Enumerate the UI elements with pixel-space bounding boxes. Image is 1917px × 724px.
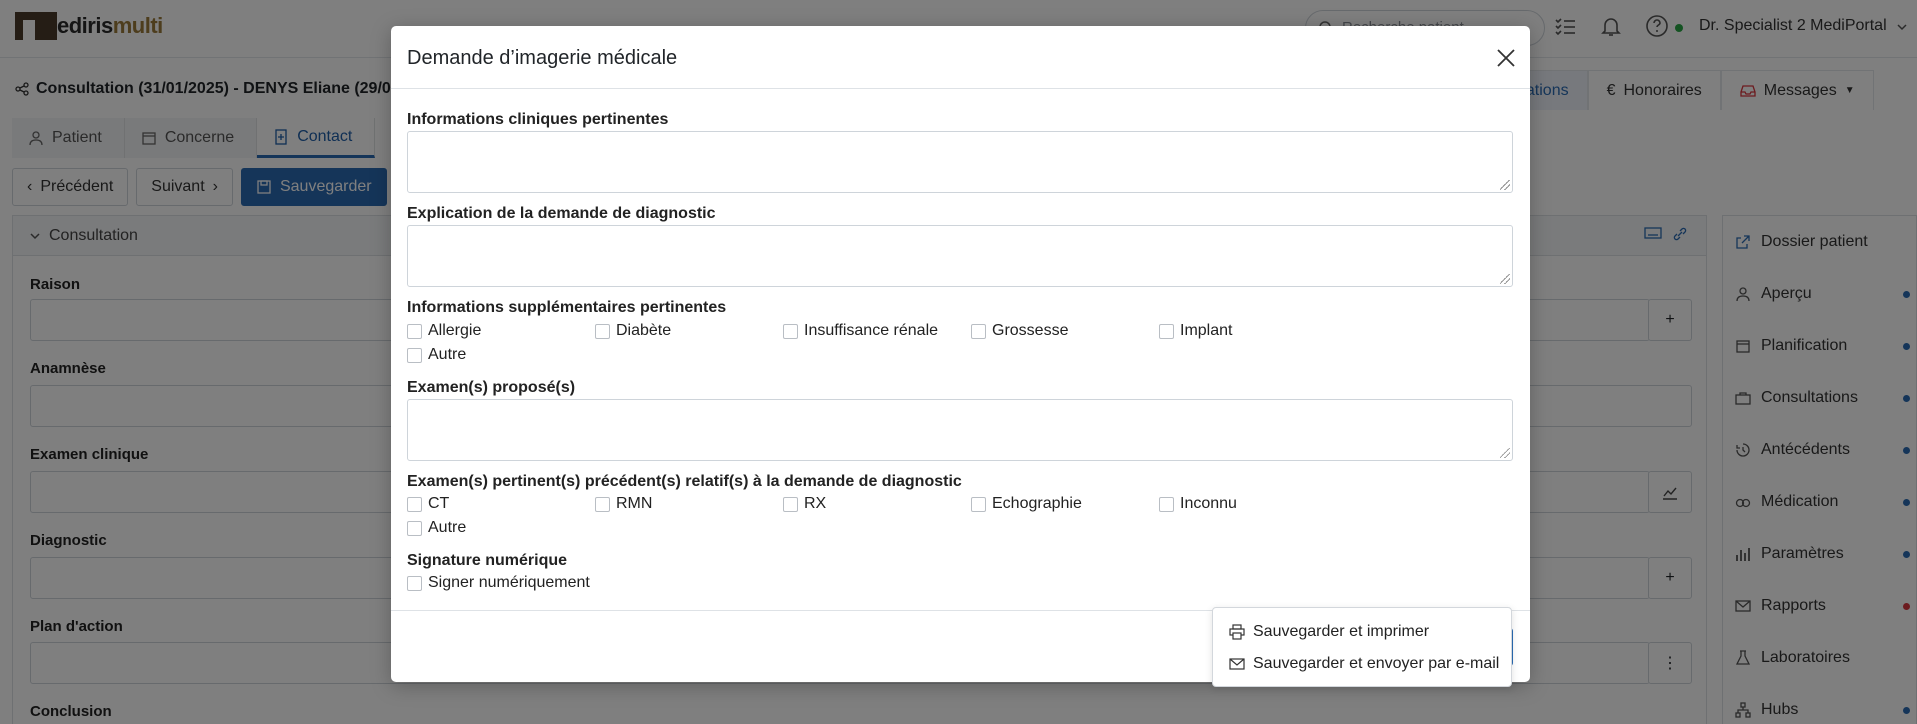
previous-exams-label: Examen(s) pertinent(s) précédent(s) relatif(s) à la demande de diagnostic <box>407 473 962 490</box>
modal-body <box>391 89 1530 672</box>
clinical-info-label: Informations cliniques pertinentes <box>407 111 669 128</box>
checkbox-box[interactable] <box>595 497 610 512</box>
envelope-icon <box>1229 656 1245 672</box>
checkbox-box[interactable] <box>783 497 798 512</box>
checkbox-box[interactable] <box>971 324 986 339</box>
printer-icon <box>1229 624 1245 640</box>
checkbox-box[interactable] <box>407 324 422 339</box>
checkbox-diabete[interactable]: Diabète <box>595 322 671 340</box>
checkbox-ct[interactable]: CT <box>407 495 449 513</box>
checkbox-box[interactable] <box>407 576 422 591</box>
checkbox-box[interactable] <box>407 521 422 536</box>
checkbox-box[interactable] <box>407 497 422 512</box>
checkbox-echographie[interactable]: Echographie <box>971 495 1082 513</box>
modal-title: Demande d’imagerie médicale <box>407 47 678 69</box>
checkbox-rmn[interactable]: RMN <box>595 495 652 513</box>
imaging-request-modal <box>391 26 1530 682</box>
explanation-textarea[interactable] <box>407 225 1513 287</box>
modal-header <box>391 26 1530 89</box>
checkbox-box[interactable] <box>595 324 610 339</box>
extra-info-label: Informations supplémentaires pertinentes <box>407 299 727 316</box>
save-and-email-option[interactable]: Sauvegarder et envoyer par e-mail <box>1213 648 1511 680</box>
checkbox-box[interactable] <box>1159 324 1174 339</box>
signature-label: Signature numérique <box>407 552 568 569</box>
checkbox-allergie[interactable]: Allergie <box>407 322 481 340</box>
save-options-dropdown <box>1212 607 1512 687</box>
checkbox-signer-numeriquement[interactable]: Signer numériquement <box>407 574 590 592</box>
close-icon[interactable] <box>1494 46 1518 70</box>
explanation-label: Explication de la demande de diagnostic <box>407 205 716 222</box>
checkbox-box[interactable] <box>1159 497 1174 512</box>
checkbox-implant[interactable]: Implant <box>1159 322 1232 340</box>
checkbox-inconnu[interactable]: Inconnu <box>1159 495 1237 513</box>
checkbox-autre-exam[interactable]: Autre <box>407 519 466 537</box>
checkbox-box[interactable] <box>971 497 986 512</box>
clinical-info-textarea[interactable] <box>407 131 1513 193</box>
checkbox-box[interactable] <box>783 324 798 339</box>
proposed-exams-textarea[interactable] <box>407 399 1513 461</box>
checkbox-rx[interactable]: RX <box>783 495 826 513</box>
checkbox-autre-info[interactable]: Autre <box>407 346 466 364</box>
checkbox-grossesse[interactable]: Grossesse <box>971 322 1068 340</box>
save-and-print-option[interactable]: Sauvegarder et imprimer <box>1213 616 1511 648</box>
checkbox-insuffisance-renale[interactable]: Insuffisance rénale <box>783 322 938 340</box>
proposed-exams-label: Examen(s) proposé(s) <box>407 379 576 396</box>
checkbox-box[interactable] <box>407 348 422 363</box>
